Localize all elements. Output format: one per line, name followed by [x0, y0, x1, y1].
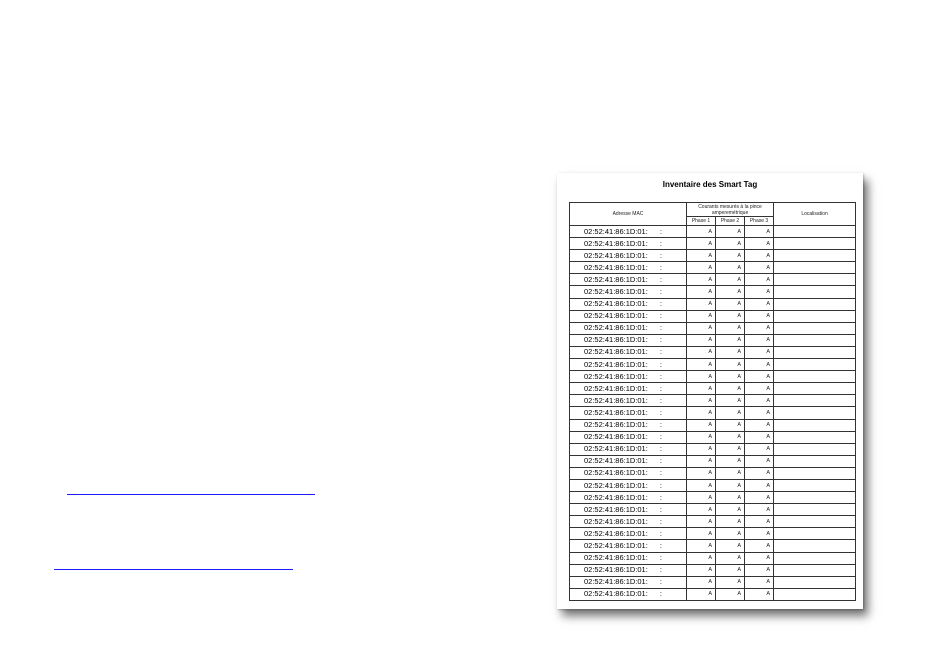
mac-address-cell [570, 383, 687, 395]
mac-address-cell [570, 419, 687, 431]
phase-1-current-cell: A [687, 310, 716, 322]
phase-1-current-cell: A [687, 383, 716, 395]
location-cell [774, 250, 856, 262]
table-row [570, 346, 856, 358]
mac-prefix: 02:52:41:86:1D:01: [584, 323, 648, 333]
phase-3-current-cell: A [745, 298, 774, 310]
mac-suffix: : [659, 420, 662, 430]
mac-suffix: : [659, 553, 662, 563]
phase-3-current-cell: A [745, 431, 774, 443]
phase-2-current-cell: A [716, 262, 745, 274]
mac-suffix: : [659, 589, 662, 599]
location-cell [774, 516, 856, 528]
mac-suffix: : [659, 577, 662, 587]
phase-3-current-cell: A [745, 576, 774, 588]
phase-1-current-cell: A [687, 226, 716, 238]
phase-2-current-cell: A [716, 443, 745, 455]
table-row [570, 455, 856, 467]
mac-address-cell [570, 443, 687, 455]
phase-2-current-cell: A [716, 359, 745, 371]
phase-3-current-cell: A [745, 540, 774, 552]
mac-address-cell [570, 226, 687, 238]
phase-3-current-cell: A [745, 371, 774, 383]
location-cell [774, 407, 856, 419]
hyperlink-underline-2[interactable] [54, 569, 293, 570]
location-cell [774, 226, 856, 238]
phase-2-current-cell: A [716, 310, 745, 322]
phase-1-current-cell: A [687, 395, 716, 407]
phase-3-current-cell: A [745, 346, 774, 358]
phase-1-current-cell: A [687, 371, 716, 383]
mac-address-cell [570, 552, 687, 564]
phase-2-current-cell: A [716, 467, 745, 479]
phase-1-current-cell: A [687, 274, 716, 286]
location-cell [774, 359, 856, 371]
mac-suffix: : [659, 262, 662, 272]
phase-1-current-cell: A [687, 334, 716, 346]
phase-2-current-cell: A [716, 334, 745, 346]
phase-1-current-cell: A [687, 443, 716, 455]
table-row [570, 395, 856, 407]
mac-address-cell [570, 467, 687, 479]
location-cell [774, 310, 856, 322]
mac-address-cell [570, 479, 687, 491]
location-cell [774, 431, 856, 443]
phase-2-current-cell: A [716, 383, 745, 395]
mac-suffix: : [659, 565, 662, 575]
header-phase-3: Phase 3 [745, 217, 774, 226]
table-row [570, 576, 856, 588]
phase-2-current-cell: A [716, 298, 745, 310]
mac-prefix: 02:52:41:86:1D:01: [584, 553, 648, 563]
mac-prefix: 02:52:41:86:1D:01: [584, 311, 648, 321]
phase-2-current-cell: A [716, 419, 745, 431]
phase-2-current-cell: A [716, 250, 745, 262]
phase-3-current-cell: A [745, 274, 774, 286]
phase-3-current-cell: A [745, 407, 774, 419]
phase-2-current-cell: A [716, 407, 745, 419]
mac-prefix: 02:52:41:86:1D:01: [584, 420, 648, 430]
mac-prefix: 02:52:41:86:1D:01: [584, 383, 648, 393]
location-cell [774, 504, 856, 516]
location-cell [774, 552, 856, 564]
phase-3-current-cell: A [745, 528, 774, 540]
mac-address-cell [570, 334, 687, 346]
mac-prefix: 02:52:41:86:1D:01: [584, 335, 648, 345]
location-cell [774, 540, 856, 552]
mac-suffix: : [659, 444, 662, 454]
phase-1-current-cell: A [687, 564, 716, 576]
phase-3-current-cell: A [745, 238, 774, 250]
mac-prefix: 02:52:41:86:1D:01: [584, 250, 648, 260]
mac-suffix: : [659, 395, 662, 405]
location-cell [774, 443, 856, 455]
mac-prefix: 02:52:41:86:1D:01: [584, 577, 648, 587]
phase-1-current-cell: A [687, 540, 716, 552]
mac-address-cell [570, 274, 687, 286]
mac-address-cell [570, 395, 687, 407]
mac-prefix: 02:52:41:86:1D:01: [584, 287, 648, 297]
phase-1-current-cell: A [687, 238, 716, 250]
phase-2-current-cell: A [716, 274, 745, 286]
header-mac: Adresse MAC [570, 203, 687, 226]
location-cell [774, 371, 856, 383]
phase-2-current-cell: A [716, 286, 745, 298]
phase-3-current-cell: A [745, 310, 774, 322]
mac-address-cell [570, 322, 687, 334]
mac-address-cell [570, 298, 687, 310]
table-row [570, 310, 856, 322]
phase-2-current-cell: A [716, 455, 745, 467]
mac-prefix: 02:52:41:86:1D:01: [584, 456, 648, 466]
phase-3-current-cell: A [745, 359, 774, 371]
inventory-sheet [557, 173, 863, 609]
mac-address-cell [570, 346, 687, 358]
table-row [570, 467, 856, 479]
phase-2-current-cell: A [716, 395, 745, 407]
phase-3-current-cell: A [745, 564, 774, 576]
mac-prefix: 02:52:41:86:1D:01: [584, 371, 648, 381]
table-row [570, 250, 856, 262]
mac-suffix: : [659, 323, 662, 333]
mac-address-cell [570, 516, 687, 528]
phase-2-current-cell: A [716, 576, 745, 588]
mac-address-cell [570, 359, 687, 371]
mac-suffix: : [659, 468, 662, 478]
phase-2-current-cell: A [716, 479, 745, 491]
mac-suffix: : [659, 371, 662, 381]
phase-3-current-cell: A [745, 516, 774, 528]
phase-3-current-cell: A [745, 467, 774, 479]
phase-3-current-cell: A [745, 443, 774, 455]
phase-3-current-cell: A [745, 286, 774, 298]
table-row [570, 528, 856, 540]
mac-suffix: : [659, 335, 662, 345]
header-currents: Courants mesurés à la pince amperemétrique [687, 203, 774, 217]
mac-prefix: 02:52:41:86:1D:01: [584, 432, 648, 442]
mac-address-cell [570, 407, 687, 419]
phase-1-current-cell: A [687, 346, 716, 358]
table-row [570, 298, 856, 310]
phase-3-current-cell: A [745, 383, 774, 395]
mac-suffix: : [659, 480, 662, 490]
hyperlink-underline-1[interactable] [67, 494, 315, 495]
phase-2-current-cell: A [716, 516, 745, 528]
table-row [570, 492, 856, 504]
location-cell [774, 455, 856, 467]
mac-address-cell [570, 262, 687, 274]
mac-prefix: 02:52:41:86:1D:01: [584, 274, 648, 284]
header-phase-2: Phase 2 [716, 217, 745, 226]
phase-2-current-cell: A [716, 322, 745, 334]
table-row [570, 383, 856, 395]
table-row [570, 552, 856, 564]
mac-suffix: : [659, 274, 662, 284]
mac-prefix: 02:52:41:86:1D:01: [584, 540, 648, 550]
phase-2-current-cell: A [716, 346, 745, 358]
mac-suffix: : [659, 250, 662, 260]
header-location: Localisation [774, 203, 856, 226]
table-row [570, 504, 856, 516]
location-cell [774, 286, 856, 298]
table-row [570, 274, 856, 286]
phase-3-current-cell: A [745, 262, 774, 274]
table-row [570, 564, 856, 576]
location-cell [774, 322, 856, 334]
location-cell [774, 467, 856, 479]
phase-1-current-cell: A [687, 576, 716, 588]
mac-prefix: 02:52:41:86:1D:01: [584, 444, 648, 454]
mac-address-cell [570, 540, 687, 552]
phase-1-current-cell: A [687, 479, 716, 491]
mac-address-cell [570, 371, 687, 383]
location-cell [774, 298, 856, 310]
phase-3-current-cell: A [745, 455, 774, 467]
mac-suffix: : [659, 492, 662, 502]
mac-suffix: : [659, 432, 662, 442]
mac-suffix: : [659, 528, 662, 538]
phase-1-current-cell: A [687, 552, 716, 564]
mac-address-cell [570, 238, 687, 250]
mac-suffix: : [659, 456, 662, 466]
phase-1-current-cell: A [687, 262, 716, 274]
phase-3-current-cell: A [745, 334, 774, 346]
phase-1-current-cell: A [687, 528, 716, 540]
location-cell [774, 564, 856, 576]
table-row [570, 286, 856, 298]
location-cell [774, 346, 856, 358]
phase-3-current-cell: A [745, 395, 774, 407]
mac-prefix: 02:52:41:86:1D:01: [584, 407, 648, 417]
header-phase-1: Phase 1 [687, 217, 716, 226]
table-row [570, 371, 856, 383]
mac-address-cell [570, 588, 687, 600]
phase-2-current-cell: A [716, 588, 745, 600]
phase-2-current-cell: A [716, 431, 745, 443]
mac-prefix: 02:52:41:86:1D:01: [584, 528, 648, 538]
location-cell [774, 238, 856, 250]
mac-suffix: : [659, 504, 662, 514]
phase-3-current-cell: A [745, 419, 774, 431]
phase-2-current-cell: A [716, 371, 745, 383]
mac-prefix: 02:52:41:86:1D:01: [584, 492, 648, 502]
phase-3-current-cell: A [745, 479, 774, 491]
location-cell [774, 262, 856, 274]
mac-prefix: 02:52:41:86:1D:01: [584, 480, 648, 490]
phase-1-current-cell: A [687, 588, 716, 600]
mac-address-cell [570, 310, 687, 322]
location-cell [774, 383, 856, 395]
table-row [570, 407, 856, 419]
mac-address-cell [570, 431, 687, 443]
phase-1-current-cell: A [687, 516, 716, 528]
phase-2-current-cell: A [716, 552, 745, 564]
phase-1-current-cell: A [687, 322, 716, 334]
location-cell [774, 395, 856, 407]
mac-address-cell [570, 286, 687, 298]
table-row [570, 226, 856, 238]
location-cell [774, 419, 856, 431]
phase-1-current-cell: A [687, 467, 716, 479]
mac-prefix: 02:52:41:86:1D:01: [584, 516, 648, 526]
table-row [570, 540, 856, 552]
mac-suffix: : [659, 359, 662, 369]
phase-3-current-cell: A [745, 552, 774, 564]
mac-prefix: 02:52:41:86:1D:01: [584, 299, 648, 309]
phase-2-current-cell: A [716, 492, 745, 504]
phase-1-current-cell: A [687, 407, 716, 419]
mac-prefix: 02:52:41:86:1D:01: [584, 347, 648, 357]
location-cell [774, 492, 856, 504]
mac-suffix: : [659, 540, 662, 550]
mac-address-cell [570, 576, 687, 588]
mac-suffix: : [659, 383, 662, 393]
phase-1-current-cell: A [687, 286, 716, 298]
mac-suffix: : [659, 347, 662, 357]
location-cell [774, 334, 856, 346]
phase-1-current-cell: A [687, 455, 716, 467]
location-cell [774, 576, 856, 588]
phase-2-current-cell: A [716, 564, 745, 576]
mac-prefix: 02:52:41:86:1D:01: [584, 359, 648, 369]
phase-1-current-cell: A [687, 359, 716, 371]
mac-address-cell [570, 504, 687, 516]
mac-suffix: : [659, 299, 662, 309]
mac-suffix: : [659, 287, 662, 297]
mac-prefix: 02:52:41:86:1D:01: [584, 468, 648, 478]
mac-prefix: 02:52:41:86:1D:01: [584, 262, 648, 272]
inventory-rows [570, 226, 856, 601]
mac-prefix: 02:52:41:86:1D:01: [584, 504, 648, 514]
phase-3-current-cell: A [745, 492, 774, 504]
table-row [570, 322, 856, 334]
phase-1-current-cell: A [687, 419, 716, 431]
phase-1-current-cell: A [687, 492, 716, 504]
document-title: Inventaire des Smart Tag [662, 180, 758, 189]
mac-address-cell [570, 528, 687, 540]
table-row [570, 431, 856, 443]
phase-3-current-cell: A [745, 226, 774, 238]
table-row [570, 443, 856, 455]
mac-address-cell [570, 250, 687, 262]
phase-3-current-cell: A [745, 322, 774, 334]
phase-3-current-cell: A [745, 504, 774, 516]
table-row [570, 588, 856, 600]
mac-prefix: 02:52:41:86:1D:01: [584, 226, 648, 236]
mac-suffix: : [659, 407, 662, 417]
inventory-table [569, 202, 856, 601]
table-row [570, 334, 856, 346]
phase-2-current-cell: A [716, 504, 745, 516]
phase-1-current-cell: A [687, 431, 716, 443]
mac-prefix: 02:52:41:86:1D:01: [584, 589, 648, 599]
phase-2-current-cell: A [716, 238, 745, 250]
mac-prefix: 02:52:41:86:1D:01: [584, 565, 648, 575]
mac-suffix: : [659, 226, 662, 236]
location-cell [774, 528, 856, 540]
phase-1-current-cell: A [687, 504, 716, 516]
phase-1-current-cell: A [687, 298, 716, 310]
mac-prefix: 02:52:41:86:1D:01: [584, 395, 648, 405]
phase-3-current-cell: A [745, 588, 774, 600]
phase-1-current-cell: A [687, 250, 716, 262]
mac-suffix: : [659, 516, 662, 526]
mac-address-cell [570, 455, 687, 467]
table-row [570, 479, 856, 491]
location-cell [774, 274, 856, 286]
mac-address-cell [570, 492, 687, 504]
table-row [570, 238, 856, 250]
table-row [570, 419, 856, 431]
mac-prefix: 02:52:41:86:1D:01: [584, 238, 648, 248]
table-row [570, 262, 856, 274]
phase-2-current-cell: A [716, 226, 745, 238]
phase-2-current-cell: A [716, 540, 745, 552]
phase-3-current-cell: A [745, 250, 774, 262]
mac-address-cell [570, 564, 687, 576]
table-row [570, 516, 856, 528]
location-cell [774, 479, 856, 491]
mac-suffix: : [659, 238, 662, 248]
location-cell [774, 588, 856, 600]
table-row [570, 359, 856, 371]
mac-suffix: : [659, 311, 662, 321]
phase-2-current-cell: A [716, 528, 745, 540]
